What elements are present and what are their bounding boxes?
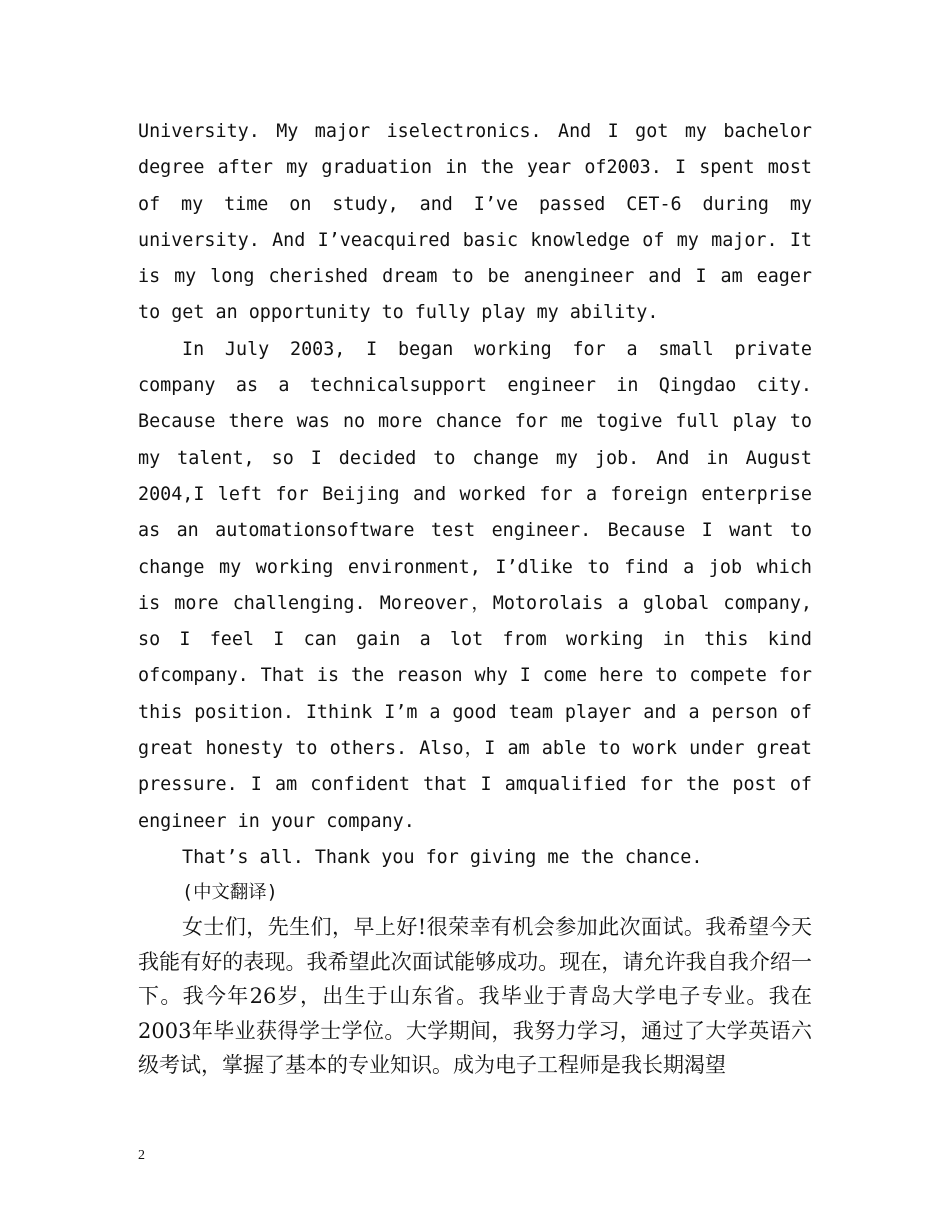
document-body: [138, 114, 812, 1083]
english-paragraph-education: University. My major iselectronics. And I got my bachelor degree after my graduation in the year of2003. I spent most of my time on study, and I’ve passed CET-6 during my university. And I’veacquired basic knowledge of my major. It is my long cherished dream to be anengineer and I am eager to get an opportunity to fully play my ability.: [138, 121, 812, 324]
page-number: 2: [138, 1148, 145, 1163]
chinese-paragraph: 女士们，先生们，早上好!很荣幸有机会参加此次面试。我希望今天我能有好的表现。我希望此次面试能够成功。现在，请允许我自我介绍一下。我今年26岁，出生于山东省。我毕业于青岛大学电子专业。我在2003年毕业获得学士学位。大学期间，我努力学习，通过了大学英语六级考试，掌握了基本的专业知识。成为电子工程师是我长期渴望: [138, 915, 812, 1078]
translation-label: (中文翻译): [182, 882, 278, 904]
english-paragraph-closing: That’s all. Thank you for giving me the chance.: [182, 846, 703, 868]
english-paragraph-experience: In July 2003, I began working for a small private company as a technicalsupport engineer in Qingdao city. Because there was no more chance for me togive full play to my talent, so I decided to change my job. And in August 2004,I left for Beijing and worked for a foreign enterprise as an automationsoftware test engineer. Because I want to change my working environment, I’dlike to find a job which is more challenging. Moreover，Motorolais a global company, so I feel I can gain a lot from working in this kind ofcompany. That is the reason why I come here to compete for this position. Ithink I’m a good team player and a person of great honesty to others. Also，I am able to work under great pressure. I am confident that I amqualified for the post of engineer in your company.: [138, 338, 812, 832]
